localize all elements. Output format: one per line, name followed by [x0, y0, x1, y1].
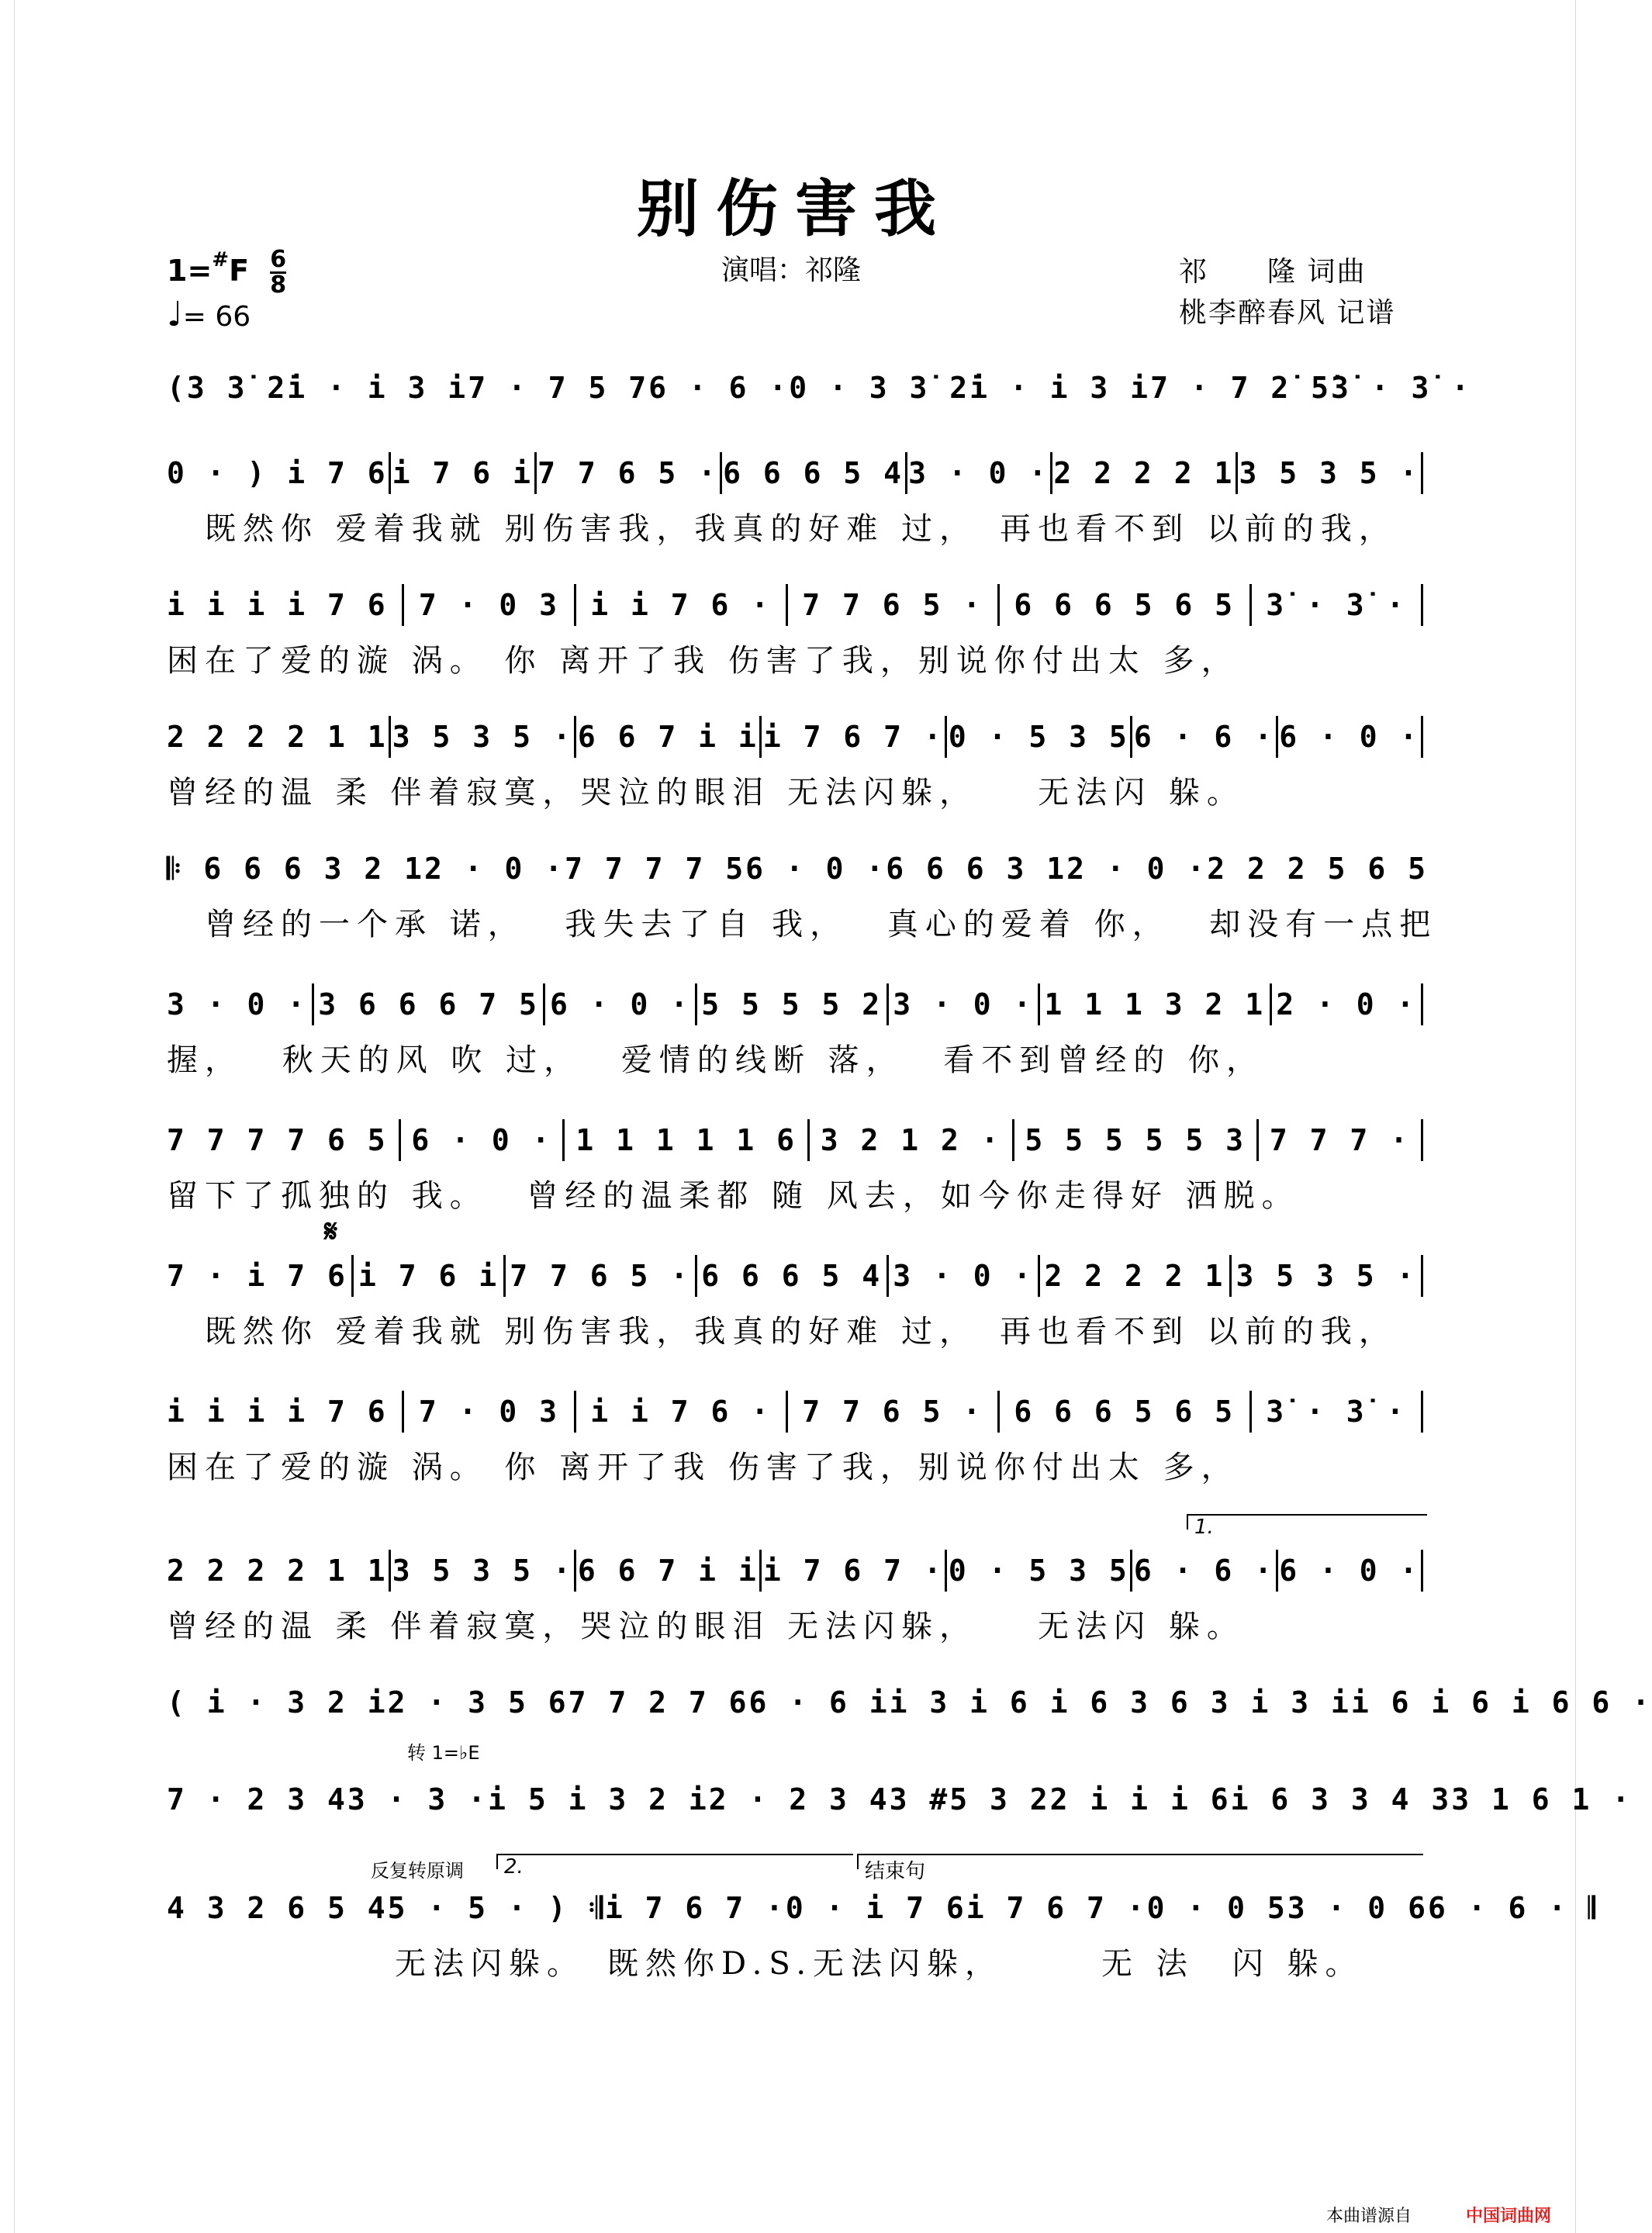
key-sharp: # — [212, 248, 230, 271]
quarter-note-icon: ♩ — [167, 295, 183, 334]
measure: 6 · 0 · — [550, 987, 691, 1021]
measure: 7 7 6 5 · — [537, 456, 718, 490]
measure: 2 · 0 · — [1066, 852, 1208, 886]
bar-line — [389, 452, 391, 494]
measure: 1 1 1 3 2 1 — [1044, 987, 1266, 1021]
notation-line — [167, 1885, 1598, 1931]
key-prefix: 1= — [167, 254, 213, 288]
bar-line — [1421, 1119, 1423, 1161]
volta-2-label: 2. — [504, 1855, 524, 1879]
measure: 0 · 0 5 — [1146, 1891, 1287, 1925]
bar-line — [1038, 1255, 1040, 1297]
measure: 6 6 6 5 6 5 — [1014, 1395, 1236, 1429]
bar-line — [997, 1391, 1000, 1433]
bar-line — [1421, 1255, 1423, 1297]
bar-line — [695, 983, 697, 1025]
measure: 3 5 3 5 · — [1239, 456, 1420, 490]
bar-line — [720, 452, 722, 494]
measure: 3 5 3 5 · — [392, 1554, 573, 1588]
measure: 7 7 7 · — [1269, 1123, 1410, 1157]
measure: 3 1 6 1 · — [1451, 1782, 1633, 1816]
site-name: 中国词曲网 — [1466, 2207, 1552, 2226]
measure: i 3 i 6 i 6 3 6 3 i 3 i — [889, 1685, 1351, 1720]
bar-line — [1038, 983, 1040, 1025]
measure: 7 7 6 5 · — [510, 1259, 691, 1293]
notation-line — [167, 981, 1423, 1028]
bar-line — [534, 452, 537, 494]
measure: 3̇ · 3̇ · — [1330, 371, 1472, 405]
bar-line — [574, 584, 576, 626]
bar-line — [1421, 584, 1423, 626]
bar-line — [1421, 716, 1423, 758]
measure: i 7 6 i — [392, 456, 533, 490]
measure: 6 · 6 · 𝄂 — [1427, 1890, 1598, 1925]
song-title: 别伤害我 — [637, 172, 953, 245]
lyrics-line: 留下了孤独的 我。 曾经的温柔都 随 风去，如今你走得好 洒脱。 — [167, 1178, 1300, 1214]
bar-line — [574, 1391, 576, 1433]
notation-line — [167, 582, 1423, 628]
measure: 5 5 5 5 5 3 — [1025, 1123, 1246, 1157]
measure: 0 · 5 3 5 — [948, 1554, 1129, 1588]
measure: 𝄆 6 6 6 3 2 1 — [167, 851, 425, 886]
bar-line — [574, 716, 576, 758]
ending-label: 结束句 — [865, 1860, 926, 1883]
bar-line — [695, 1255, 697, 1297]
measure: i 7 6 7 · — [604, 1891, 786, 1925]
measure: 5 · 5 · ) 𝄇 — [387, 1890, 605, 1925]
measure: 0 · i 7 6 — [785, 1891, 966, 1925]
measure: 7 7 7 7 6 5 — [167, 1123, 388, 1157]
measure: 2 2 2 2 1 — [1044, 1259, 1225, 1293]
measure: 0 · ) i 7 6 — [167, 456, 388, 490]
time-signature — [270, 248, 286, 297]
bar-line — [1229, 1255, 1232, 1297]
bar-line — [886, 1255, 889, 1297]
segno-icon: 𝄋 — [324, 1214, 338, 1250]
measure: i 6 3 3 4 3 — [1230, 1782, 1452, 1816]
bar-line — [1421, 1391, 1423, 1433]
bar-line — [543, 983, 545, 1025]
measure: 3 5 3 5 · — [1236, 1259, 1417, 1293]
notation-line — [167, 365, 1472, 411]
bar-line — [503, 1255, 506, 1297]
measure: i i 7 6 · — [590, 588, 772, 622]
measure: 2 2 2 2 1 — [1053, 456, 1235, 490]
transcriber-credit: 桃李醉春风 记谱 — [1179, 297, 1396, 329]
measure: i · i 3 i — [969, 371, 1151, 405]
measure: 2 · 3 5 6 — [387, 1685, 569, 1720]
measure: 2 · 2 3 4 — [708, 1782, 890, 1816]
measure: i · i 3 i — [287, 371, 468, 405]
left-margin-strip — [0, 0, 15, 2233]
measure: i i 7 6 · — [590, 1395, 772, 1429]
bar-line — [402, 1391, 404, 1433]
measure: 6 6 6 5 6 5 — [1014, 588, 1236, 622]
key-note: F — [229, 254, 250, 288]
measure: i i i i 7 6 — [167, 588, 388, 622]
measure: 7 7 7 7 5 — [565, 852, 746, 886]
measure: 6 6 7 i i — [577, 1554, 759, 1588]
bar-line — [786, 584, 788, 626]
measure: 3 2 1 2 · — [820, 1123, 1001, 1157]
bar-line — [312, 983, 314, 1025]
lyrics-line: 既然你 爱着我就 别伤害我，我真的好难 过， 再也看不到 以前的我， — [167, 1314, 1397, 1350]
time-numerator: 6 — [270, 246, 287, 273]
measure: i 5 i 3 2 i — [488, 1782, 709, 1816]
measure: 3 · 0 6 — [1287, 1891, 1428, 1925]
measure: 4 3 2 6 5 4 — [167, 1891, 388, 1925]
bar-line — [1276, 716, 1278, 758]
measure: 3 #5 3 2 — [889, 1782, 1050, 1816]
measure: 7 · i 7 6 — [167, 1259, 347, 1293]
time-denominator: 8 — [270, 271, 287, 299]
measure: i 7 6 7 · — [762, 720, 944, 754]
notation-line — [167, 845, 1428, 892]
measure: 7 7 6 5 · — [802, 588, 983, 622]
bar-line — [1421, 983, 1423, 1025]
lyrics-line: 困在了爱的漩 涡。 你 离开了我 伤害了我，别说你付出太 多， — [167, 643, 1239, 679]
measure: 3 · 0 · — [893, 987, 1034, 1021]
measure: 3 5 3 5 · — [392, 720, 573, 754]
measure: 0 · 5 3 5 — [948, 720, 1129, 754]
measure: 7 · 0 3 — [418, 588, 560, 622]
bar-line — [1421, 452, 1423, 494]
measure: 3 · 3 · — [347, 1782, 489, 1816]
measure: 6 · 0 · — [1279, 720, 1420, 754]
lyrics-line: 既然你 爱着我就 别伤害我，我真的好难 过， 再也看不到 以前的我， — [167, 511, 1397, 547]
bar-line — [1249, 1391, 1252, 1433]
volta-2-bracket — [496, 1854, 853, 1879]
measure: i 7 6 7 · — [966, 1891, 1147, 1925]
measure: 6 · 6 · — [648, 371, 790, 405]
bar-line — [574, 1550, 576, 1592]
bar-line — [562, 1119, 565, 1161]
measure: 3̇ · 3̇ · — [1266, 1395, 1407, 1429]
volta-1-bracket — [1187, 1514, 1427, 1539]
lyrics-line: 曾经的温 柔 伴着寂寞，哭泣的眼泪 无法闪躲， 无法闪 躲。 — [167, 775, 1245, 811]
bar-line — [997, 584, 1000, 626]
notation-line — [167, 1253, 1423, 1299]
notation-line — [167, 1547, 1423, 1594]
measure: i 7 6 7 · — [762, 1554, 944, 1588]
lyrics-line: 曾经的一个承 诺， 我失去了自 我， 真心的爱着 你， 却没有一点把 — [167, 907, 1438, 942]
bar-line — [1270, 983, 1272, 1025]
bar-line — [1130, 716, 1132, 758]
notation-line — [167, 1776, 1633, 1823]
measure: 6 · 0 · — [745, 852, 886, 886]
measure: 2 2 2 2 1 1 — [167, 1554, 388, 1588]
measure: 6 · 6 i — [748, 1685, 890, 1720]
bar-line — [945, 1550, 947, 1592]
tempo-marking — [167, 295, 251, 334]
key-signature — [167, 248, 286, 297]
measure: 2 2 2 2 1 1 — [167, 720, 388, 754]
measure: 2 · 0 · — [424, 852, 565, 886]
bar-line — [759, 1550, 762, 1592]
bar-line — [1012, 1119, 1014, 1161]
notation-line — [167, 1388, 1423, 1435]
bar-line — [1421, 1550, 1423, 1592]
measure: 2 2 2 5 6 5 — [1207, 852, 1428, 886]
measure: 6 · 6 · — [1133, 720, 1275, 754]
measure: 0 · 3 3̇ 2̇ — [789, 371, 970, 405]
composer-credit: 祁 隆 词曲 — [1179, 256, 1367, 288]
measure: 7 · 2 3 4 — [167, 1782, 347, 1816]
lyrics-line: 曾经的温 柔 伴着寂寞，哭泣的眼泪 无法闪躲， 无法闪 躲。 — [167, 1609, 1245, 1644]
source-label: 本曲谱源自 — [1326, 2207, 1412, 2226]
measure: 6 · 0 · — [1279, 1554, 1420, 1588]
tempo-value: = 66 — [182, 301, 251, 333]
measure: 3 · 0 · — [908, 456, 1049, 490]
measure: 7 7 6 5 · — [802, 1395, 983, 1429]
ending-bracket — [857, 1854, 1423, 1883]
measure: 6 6 7 i i — [577, 720, 759, 754]
measure: 3 · 0 · — [167, 987, 308, 1021]
volta-1-label: 1. — [1194, 1516, 1214, 1539]
measure: i 7 6 i — [358, 1259, 499, 1293]
notation-line — [167, 714, 1423, 760]
bar-line — [1256, 1119, 1259, 1161]
bar-line — [1276, 1550, 1278, 1592]
notation-line — [167, 450, 1423, 496]
measure: 5 5 5 5 2 — [701, 987, 883, 1021]
lyrics-line: 困在了爱的漩 涡。 你 离开了我 伤害了我，别说你付出太 多， — [167, 1450, 1239, 1485]
measure: (3 3̇ 2̇ — [167, 371, 288, 405]
bar-line — [886, 983, 889, 1025]
measure: 6 6 6 5 4 — [701, 1259, 883, 1293]
lyrics-line: 握， 秋天的风 吹 过， 爱情的线断 落， 看不到曾经的 你， — [167, 1042, 1265, 1078]
measure: 7 · 7 2̇ 5̇ — [1150, 371, 1331, 405]
lyrics-line: 无法闪躲。 既然你D.S.无法闪躲， 无 法 闪 躲。 — [167, 1946, 1363, 1982]
bar-line — [1236, 452, 1238, 494]
notation-line — [167, 1679, 1652, 1726]
bar-line — [1130, 1550, 1132, 1592]
measure: 6 · 6 · — [1133, 1554, 1275, 1588]
bar-line — [351, 1255, 354, 1297]
measure: 6 6 6 3 1 — [886, 852, 1067, 886]
bar-line — [759, 716, 762, 758]
bar-line — [402, 584, 404, 626]
bar-line — [1050, 452, 1052, 494]
measure: 6 · 0 · — [411, 1123, 552, 1157]
measure: 7 7 2 7 6 — [568, 1685, 749, 1720]
measure: 6 6 6 5 4 — [723, 456, 904, 490]
modulation-mark: 转 1=♭E — [407, 1742, 480, 1764]
measure: 2 · 0 · — [1276, 987, 1417, 1021]
bar-line — [389, 716, 391, 758]
bar-line — [945, 716, 947, 758]
return-key-mark: 反复转原调 — [371, 1860, 464, 1882]
bar-line — [399, 1119, 401, 1161]
bar-line — [389, 1550, 391, 1592]
measure: i i i i 7 6 — [167, 1395, 388, 1429]
measure: 1 1 1 1 1 6 — [575, 1123, 797, 1157]
measure: 3̇ · 3̇ · — [1266, 588, 1407, 622]
measure: ( i · 3 2 i — [167, 1685, 388, 1720]
measure: 2 i i i 6 — [1049, 1782, 1231, 1816]
measure: i 6 i 6 i 6 6 · — [1350, 1685, 1652, 1720]
bar-line — [807, 1119, 810, 1161]
measure: 3 6 6 6 7 5 — [318, 987, 539, 1021]
measure: 3 · 0 · — [893, 1259, 1034, 1293]
bar-line — [905, 452, 907, 494]
measure: 7 · 0 3 — [418, 1395, 560, 1429]
performer: 演唱：祁隆 — [721, 254, 862, 286]
bar-line — [1249, 584, 1252, 626]
measure: 7 · 7 5 7 — [468, 371, 649, 405]
notation-line — [167, 1117, 1423, 1163]
bar-line — [786, 1391, 788, 1433]
